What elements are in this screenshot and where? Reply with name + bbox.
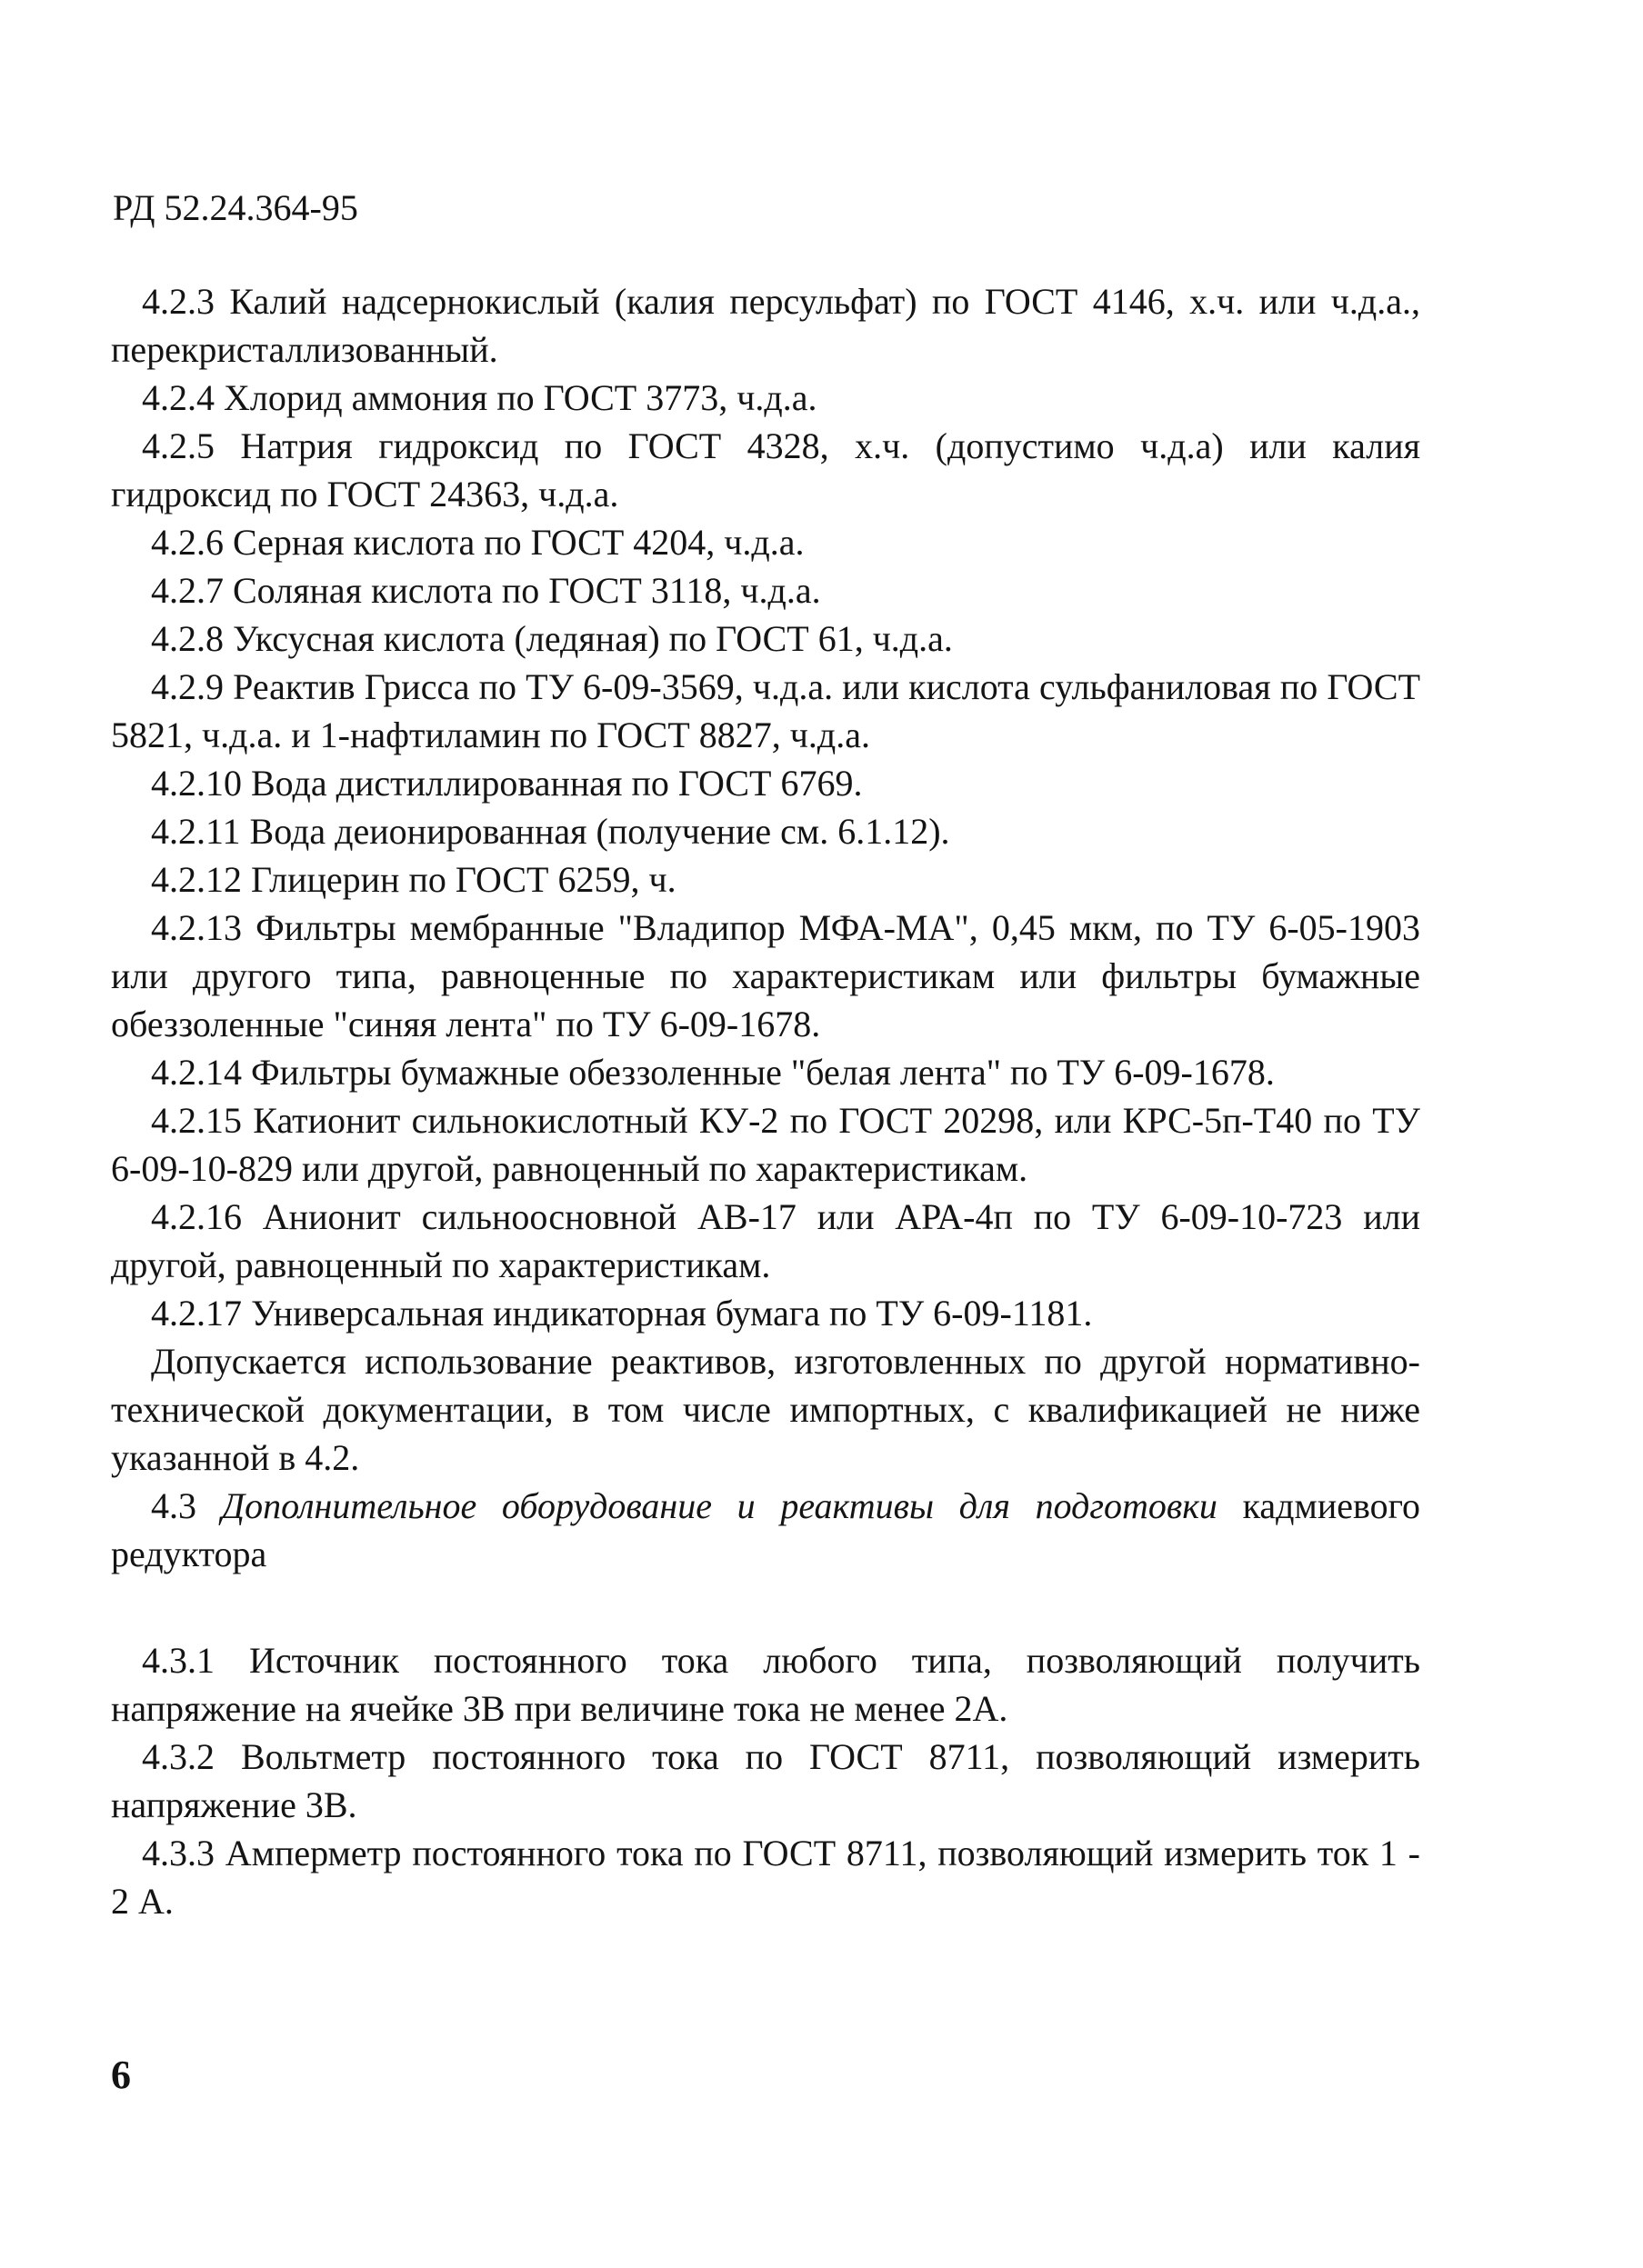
document-code: РД 52.24.364-95 <box>113 187 358 228</box>
item-4-2-6: 4.2.6 Серная кислота по ГОСТ 4204, ч.д.а. <box>151 522 805 563</box>
section-4-3-title-rest: кадмиевого редуктора <box>111 1485 1421 1574</box>
section-4-3-number: 4.3 <box>151 1485 196 1526</box>
page-body <box>111 277 1420 1925</box>
item-4-3-2: 4.3.2 Вольтметр постоянного тока по ГОСТ 8711, позволяющий измерить напряжение 3В. <box>111 1736 1420 1825</box>
item-4-2-12: 4.2.12 Глицерин по ГОСТ 6259, ч. <box>151 859 676 900</box>
item-4-2-16: 4.2.16 Анионит сильноосновной АВ-17 или АРА-4п по ТУ 6-09-10-723 или другой, равноценный по характеристикам. <box>111 1196 1420 1285</box>
item-4-3-3: 4.3.3 Амперметр постоянного тока по ГОСТ 8711, позволяющий измерить ток 1 - 2 А. <box>111 1833 1420 1922</box>
section-4-3-title: Дополнительное оборудование и реактивы для подготовки <box>221 1485 1217 1526</box>
item-4-2-5: 4.2.5 Натрия гидроксид по ГОСТ 4328, х.ч. (допустимо ч.д.а) или калия гидроксид по ГОСТ 24363, ч.д.а. <box>111 425 1420 515</box>
item-4-2-9: 4.2.9 Реактив Грисса по ТУ 6-09-3569, ч.д.а. или кислота сульфаниловая по ГОСТ 5821, ч.д.а. и 1-нафтиламин по ГОСТ 8827, ч.д.а. <box>111 666 1420 755</box>
section-4-2-note: Допускается использование реактивов, изготовленных по другой нормативно-технической документации, в том числе импортных, с квалификацией не ниже указанной в 4.2. <box>111 1341 1420 1478</box>
item-4-2-7: 4.2.7 Соляная кислота по ГОСТ 3118, ч.д.а. <box>151 570 821 611</box>
item-4-2-14: 4.2.14 Фильтры бумажные обеззоленные "белая лента" по ТУ 6-09-1678. <box>151 1052 1275 1093</box>
item-4-2-13: 4.2.13 Фильтры мембранные "Владипор МФА-МА", 0,45 мкм, по ТУ 6-05-1903 или другого типа, равноценные по характеристикам или фильтры бумажные обеззоленные "синяя лента" по ТУ 6-09-1678. <box>111 907 1420 1044</box>
item-4-3-1: 4.3.1 Источник постоянного тока любого типа, позволяющий получить напряжение на ячейке 3В при величине тока не менее 2А. <box>111 1640 1420 1729</box>
item-4-2-10: 4.2.10 Вода дистиллированная по ГОСТ 6769. <box>151 763 863 804</box>
item-4-2-11: 4.2.11 Вода деионированная (получение см. 6.1.12). <box>151 811 950 852</box>
page-number: 6 <box>111 2053 131 2097</box>
item-4-2-17: 4.2.17 Универсальная индикаторная бумага по ТУ 6-09-1181. <box>151 1293 1093 1334</box>
section-4-3-heading <box>111 1482 1420 1578</box>
item-4-2-8: 4.2.8 Уксусная кислота (ледяная) по ГОСТ 61, ч.д.а. <box>151 618 953 659</box>
item-4-2-15: 4.2.15 Катионит сильнокислотный КУ-2 по ГОСТ 20298, или КРС-5п-Т40 по ТУ 6-09-10-829 или другой, равноценный по характеристикам. <box>111 1100 1420 1189</box>
item-4-2-3: 4.2.3 Калий надсернокислый (калия персульфат) по ГОСТ 4146, х.ч. или ч.д.а., перекристаллизованный. <box>111 281 1420 370</box>
item-4-2-4: 4.2.4 Хлорид аммония по ГОСТ 3773, ч.д.а. <box>142 377 817 418</box>
